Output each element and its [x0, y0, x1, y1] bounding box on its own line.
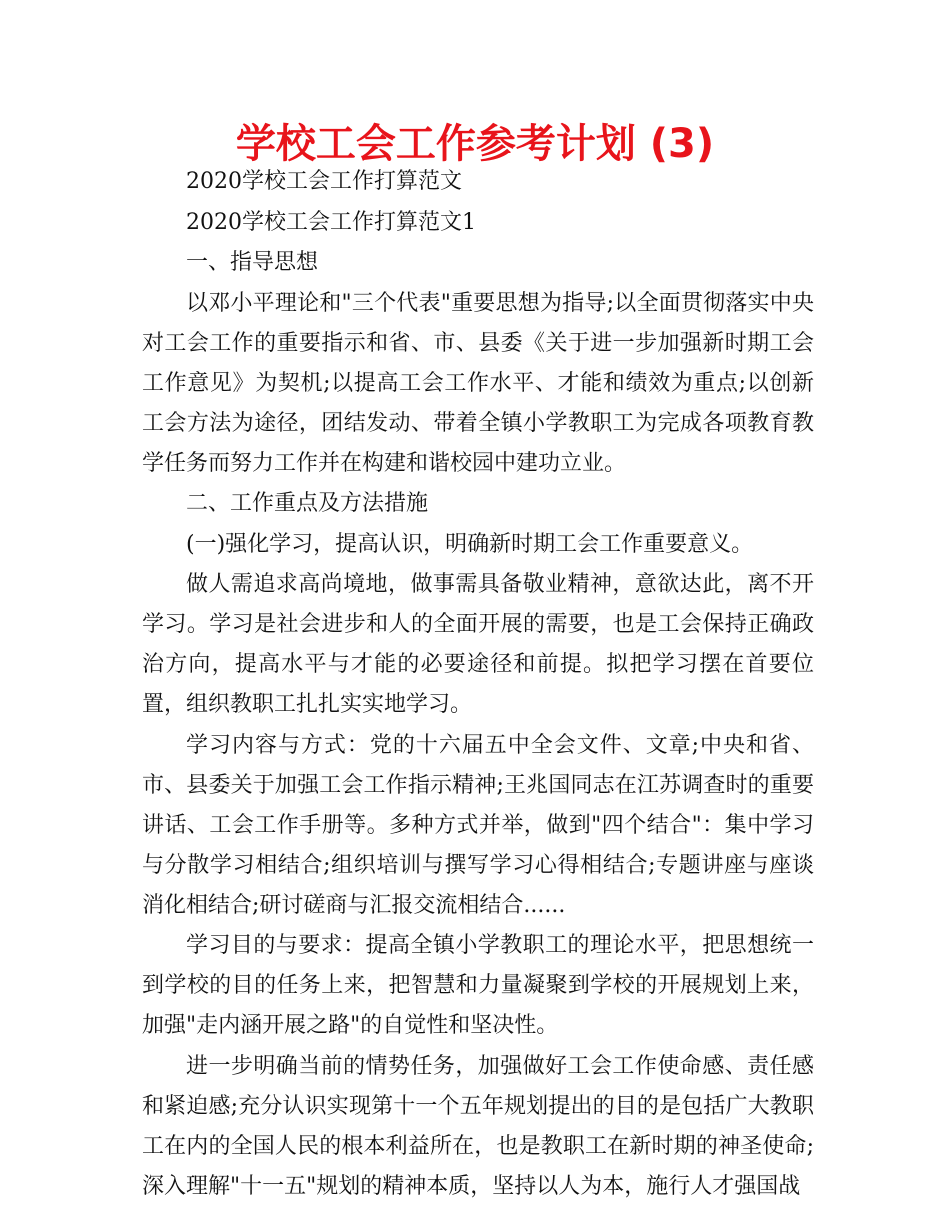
document-title: 学校工会工作参考计划 (3): [235, 121, 715, 167]
body-paragraph: 学习目的与要求：提高全镇小学教职工的理论水平，把思想统一到学校的目的任务上来，把智慧和力量凝聚到学校的开展规划上来，加强"走内涵开展之路"的自觉性和坚决性。: [142, 933, 814, 1038]
body-paragraph: 进一步明确当前的情势任务，加强做好工会工作使命感、责任感和紧迫感;充分认识实现第十一个五年规划提出的目的是包括广大教职工在内的全国人民的根本利益所在，也是教职工在新时期的神圣使命;深入理解"十一五"规划的精神本质，坚持以人为本，施行人才强国战: [142, 1053, 814, 1199]
subsection-heading-study: (一)强化学习，提高认识，明确新时期工会工作重要意义。: [186, 531, 754, 557]
body-paragraph: 以邓小平理论和"三个代表"重要思想为指导;以全面贯彻落实中央对工会工作的重要指示和省、市、县委《关于进一步加强新时期工会工作意见》为契机;以提高工会工作水平、才能和绩效为重点;以创新工会方法为途径，团结发动、带着全镇小学教职工为完成各项教育教学任务而努力工作并在构建和谐校园中建功立业。: [142, 290, 814, 476]
body-paragraph: 学习内容与方式：党的十六届五中全会文件、文章;中央和省、市、县委关于加强工会工作指示精神;王兆国同志在江苏调查时的重要讲话、工会工作手册等。多种方式并举，做到"四个结合"：集中学习与分散学习相结合;组织培训与撰写学习心得相结合;专题讲座与座谈消化相结合;研讨磋商与汇报交流相结合......: [142, 732, 814, 918]
heading-paragraph-2: 2020学校工会工作打算范文1: [186, 209, 476, 235]
body-paragraph: 做人需追求高尚境地，做事需具备敬业精神，意欲达此，离不开学习。学习是社会进步和人的全面开展的需要，也是工会保持正确政治方向，提高水平与才能的必要途径和前提。拟把学习摆在首要位置，组织教职工扎扎实实地学习。: [142, 572, 814, 717]
section-heading-guiding-thought: 一、指导思想: [186, 250, 319, 275]
document-body: [142, 162, 814, 1207]
heading-paragraph-1: 2020学校工会工作打算范文: [186, 169, 462, 194]
section-heading-work-focus: 二、工作重点及方法措施: [186, 491, 429, 516]
